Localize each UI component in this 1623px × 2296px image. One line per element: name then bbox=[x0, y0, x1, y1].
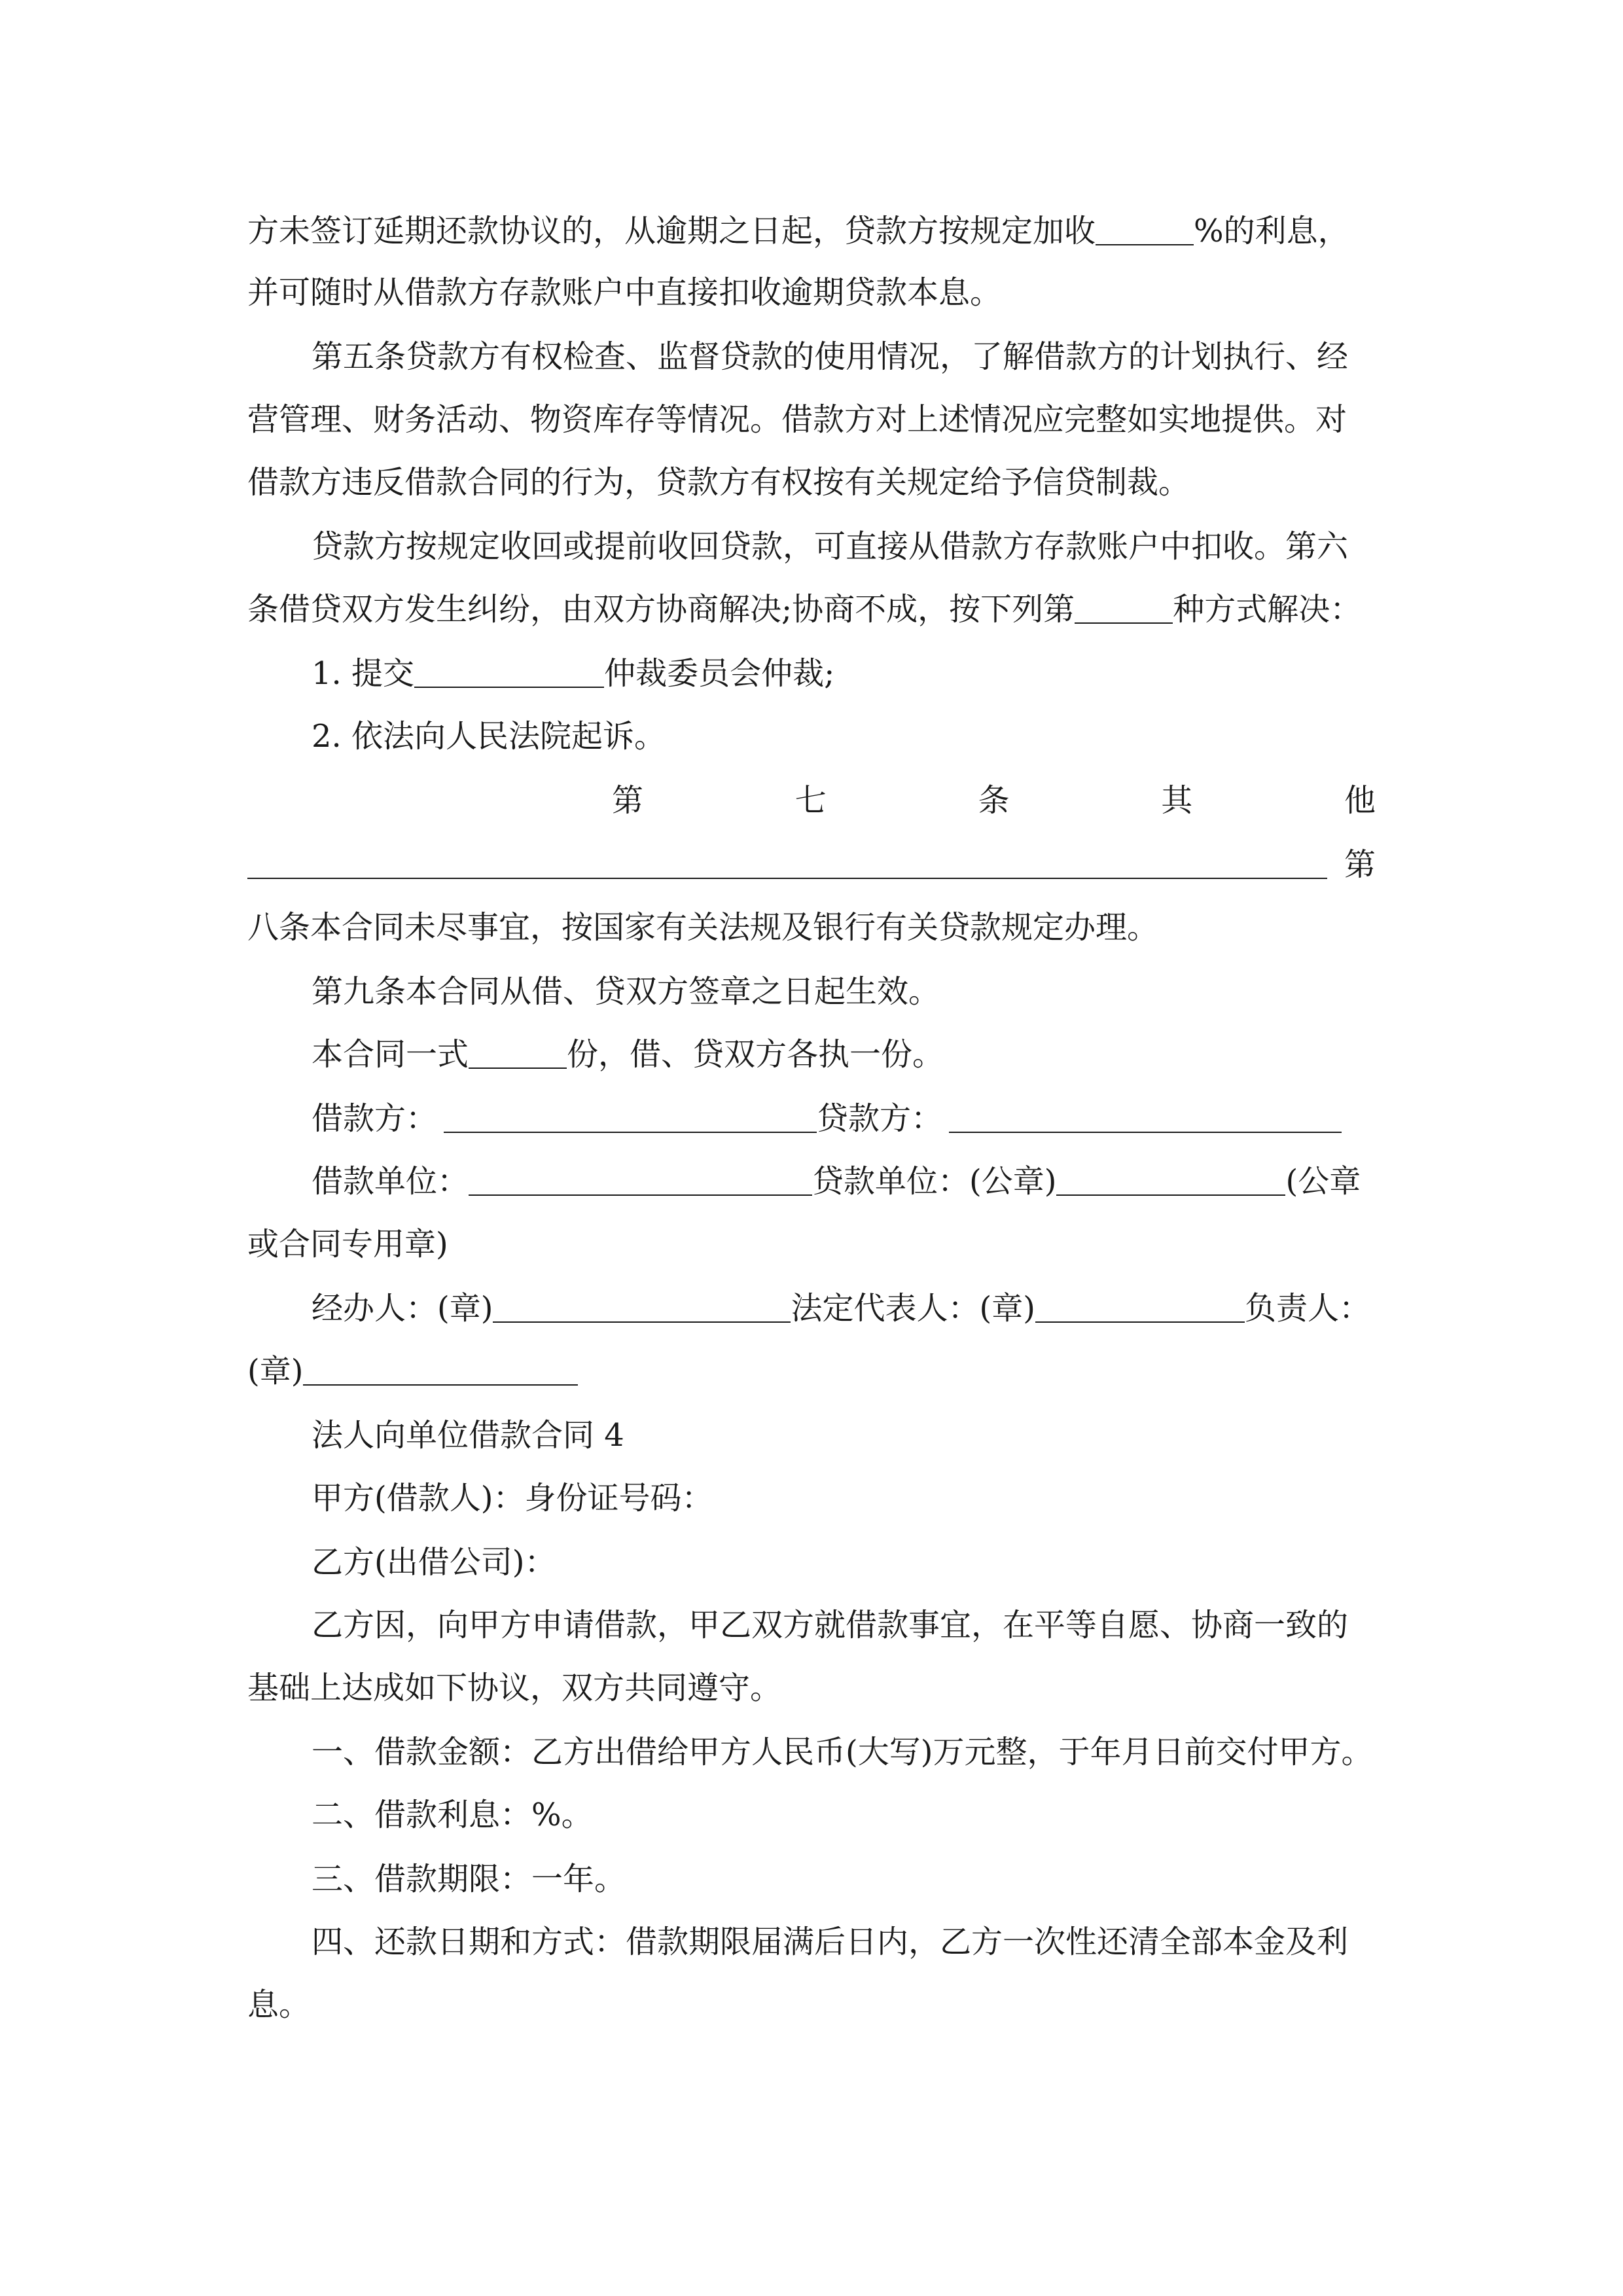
signature-line bbox=[312, 1287, 1376, 1330]
heading-char: 其 bbox=[1161, 782, 1193, 819]
legal-rep-blank bbox=[1035, 1289, 1245, 1323]
blank-underline bbox=[1075, 590, 1173, 624]
borrower-signature-blank bbox=[444, 1099, 817, 1133]
responsible-blank bbox=[303, 1352, 578, 1386]
heading-char: 第 bbox=[612, 782, 644, 819]
responsible-label: 负责人： bbox=[1244, 1290, 1370, 1327]
paragraph-line: 四、还款日期和方式：借款期限届满后日内，乙方一次性还清全部本金及利 bbox=[312, 1924, 1349, 1960]
text: (章) bbox=[247, 1353, 304, 1390]
lender-unit-blank bbox=[1056, 1162, 1285, 1196]
contract-title: 法人向单位借款合同 4 bbox=[312, 1417, 624, 1454]
paragraph-line: 营管理、财务活动、物资库存等情况。借款方对上述情况应完整如实地提供。对 bbox=[247, 401, 1347, 438]
text: %的利息， bbox=[1194, 213, 1349, 249]
option-line bbox=[312, 652, 1376, 695]
blank-underline bbox=[1096, 211, 1194, 245]
heading-char: 七 bbox=[794, 782, 827, 819]
text: 种方式解决： bbox=[1173, 591, 1362, 628]
paragraph-line: 乙方因，向甲方申请借款，甲乙双方就借款事宜，在平等自愿、协商一致的 bbox=[312, 1607, 1349, 1643]
paragraph-line: 第九条本合同从借、贷双方签章之日起生效。 bbox=[312, 973, 940, 1010]
lender-unit-label: 贷款单位：(公章) bbox=[812, 1163, 1057, 1200]
signature-line bbox=[247, 1350, 1376, 1393]
paragraph-line: 基础上达成如下协议，双方共同遵守。 bbox=[247, 1670, 782, 1706]
lender-label: 贷款方： bbox=[817, 1100, 943, 1137]
handler-blank bbox=[493, 1289, 791, 1323]
article-7-blank-line bbox=[247, 843, 1376, 886]
signature-line bbox=[312, 1160, 1376, 1203]
text: 本合同一式 bbox=[312, 1036, 469, 1073]
paragraph-line: 贷款方按规定收回或提前收回贷款，可直接从借款方存款账户中扣收。第六 bbox=[312, 528, 1349, 565]
lender-signature-blank bbox=[949, 1099, 1342, 1133]
legal-rep-label: 法定代表人：(章) bbox=[791, 1290, 1035, 1327]
text: 1. 提交 bbox=[312, 655, 415, 692]
text: (公章 bbox=[1285, 1163, 1361, 1200]
borrower-label: 借款方： bbox=[312, 1100, 438, 1137]
paragraph-line: 乙方(出借公司)： bbox=[312, 1544, 556, 1581]
borrower-unit-label: 借款单位： bbox=[312, 1163, 469, 1200]
paragraph-line: 二、借款利息：%。 bbox=[312, 1797, 593, 1833]
text: 第 bbox=[1344, 846, 1376, 883]
paragraph-line bbox=[247, 588, 1376, 631]
paragraph-line: 息。 bbox=[247, 1986, 311, 2023]
heading-char: 条 bbox=[978, 782, 1010, 819]
borrower-unit-blank bbox=[469, 1162, 812, 1196]
blank-underline bbox=[414, 654, 604, 688]
paragraph-line: 八条本合同未尽事宜，按国家有关法规及银行有关贷款规定办理。 bbox=[247, 909, 1159, 946]
option-line: 2. 依法向人民法院起诉。 bbox=[312, 718, 666, 755]
signature-line: 或合同专用章) bbox=[247, 1226, 448, 1263]
paragraph-line: 一、借款金额：乙方出借给甲方人民币(大写)万元整，于年月日前交付甲方。 bbox=[312, 1734, 1373, 1770]
paragraph-line: 并可随时从借款方存款账户中直接扣收逾期贷款本息。 bbox=[247, 274, 1002, 311]
article-7-heading bbox=[612, 779, 1376, 822]
signature-line bbox=[312, 1097, 1376, 1140]
handler-label: 经办人：(章) bbox=[312, 1290, 493, 1327]
text: 条借贷双方发生纠纷，由双方协商解决;协商不成，按下列第 bbox=[247, 591, 1075, 628]
paragraph-line: 三、借款期限：一年。 bbox=[312, 1861, 626, 1897]
paragraph-line bbox=[312, 1033, 1376, 1076]
paragraph-line: 借款方违反借款合同的行为，贷款方有权按有关规定给予信贷制裁。 bbox=[247, 464, 1190, 501]
blank-underline bbox=[469, 1035, 567, 1069]
heading-char: 他 bbox=[1344, 782, 1376, 819]
paragraph-line: 甲方(借款人)：身份证号码： bbox=[312, 1480, 713, 1516]
text: 仲裁委员会仲裁; bbox=[604, 655, 835, 692]
text: 份，借、贷双方各执一份。 bbox=[567, 1036, 944, 1073]
paragraph-line: 第五条贷款方有权检查、监督贷款的使用情况，了解借款方的计划执行、经 bbox=[312, 338, 1349, 375]
paragraph-line bbox=[247, 209, 1376, 253]
blank-underline bbox=[247, 845, 1327, 879]
text: 方未签订延期还款协议的，从逾期之日起，贷款方按规定加收 bbox=[247, 213, 1096, 249]
